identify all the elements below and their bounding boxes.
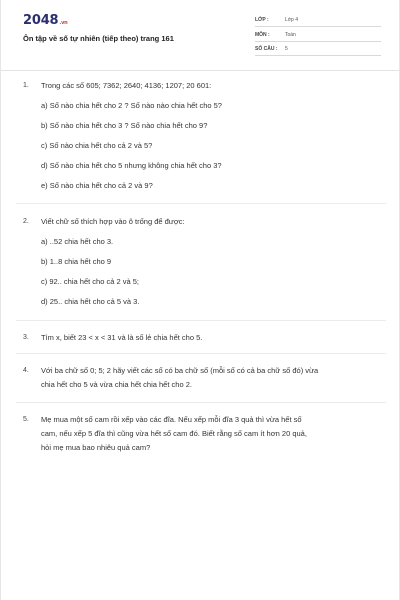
sub-question: a) ..52 chia hết cho 3. (41, 237, 114, 246)
meta-subject (255, 29, 381, 42)
sub-question: b) Số nào chia hết cho 3 ? Số nào chia hết cho 9? (41, 121, 208, 130)
worksheet-header (1, 0, 400, 71)
question-number: 2. (23, 218, 29, 225)
meta-subject-label: MÔN : (255, 32, 270, 38)
meta-grade (255, 14, 381, 27)
question-4 (23, 364, 379, 392)
sub-question: e) Số nào chia hết cho cả 2 và 9? (41, 181, 153, 190)
meta-question-count-value: 5 (285, 46, 288, 52)
meta-grade-label: LỚP : (255, 17, 269, 23)
sub-question: d) 25.. chia hết cho cả 5 và 3. (41, 297, 140, 306)
section-divider (16, 402, 386, 403)
logo-text: 2048 (23, 13, 59, 28)
meta-grade-value: Lớp 4 (285, 17, 299, 23)
question-number: 4. (23, 367, 29, 374)
question-text: Viết chữ số thích hợp vào ô trống để được: (41, 217, 185, 226)
question-3 (23, 331, 379, 345)
question-text-line: hỏi mẹ mua bao nhiêu quả cam? (41, 443, 151, 452)
question-text: Trong các số 605; 7362; 2640; 4136; 1207; 20 601: (41, 81, 212, 90)
meta-question-count (255, 43, 381, 56)
question-5 (23, 413, 379, 455)
section-divider (16, 203, 386, 204)
sub-question: d) Số nào chia hết cho 5 nhưng không chia hết cho 3? (41, 161, 222, 170)
question-number: 3. (23, 334, 29, 341)
worksheet-title: Ôn tập về số tự nhiên (tiếp theo) trang 161 (23, 34, 174, 43)
question-text-line: Mẹ mua một số cam rồi xếp vào các đĩa. Nếu xếp mỗi đĩa 3 quả thì vừa hết số (41, 415, 302, 424)
question-1 (23, 79, 379, 199)
question-2 (23, 215, 379, 315)
question-number: 5. (23, 416, 29, 423)
meta-question-count-label: SỐ CÂU : (255, 46, 278, 52)
question-text-line: cam, nếu xếp 5 đĩa thì cũng vừa hết số cam đó. Biết rằng số cam ít hơn 20 quả, (41, 429, 307, 438)
sub-question: b) 1..8 chia hết cho 9 (41, 257, 112, 266)
question-number: 1. (23, 82, 29, 89)
site-logo[interactable] (23, 13, 68, 28)
section-divider (16, 353, 386, 354)
question-text-line: Với ba chữ số 0; 5; 2 hãy viết các số có ba chữ số (mỗi số có cả ba chữ số đó) vừa (41, 366, 319, 375)
sub-question: a) Số nào chia hết cho 2 ? Số nào nào chia hết cho 5? (41, 101, 222, 110)
section-divider (16, 320, 386, 321)
question-text: Tìm x, biết 23 < x < 31 và là số lẻ chia hết cho 5. (41, 333, 203, 342)
sub-question: c) Số nào chia hết cho cả 2 và 5? (41, 141, 153, 150)
meta-subject-value: Toán (285, 32, 296, 38)
question-text-line: chia hết cho 5 và vừa chia hết chia hết cho 2. (41, 380, 192, 389)
sub-question: c) 92.. chia hết cho cả 2 và 5; (41, 277, 139, 286)
logo-suffix: .vn (59, 20, 68, 26)
